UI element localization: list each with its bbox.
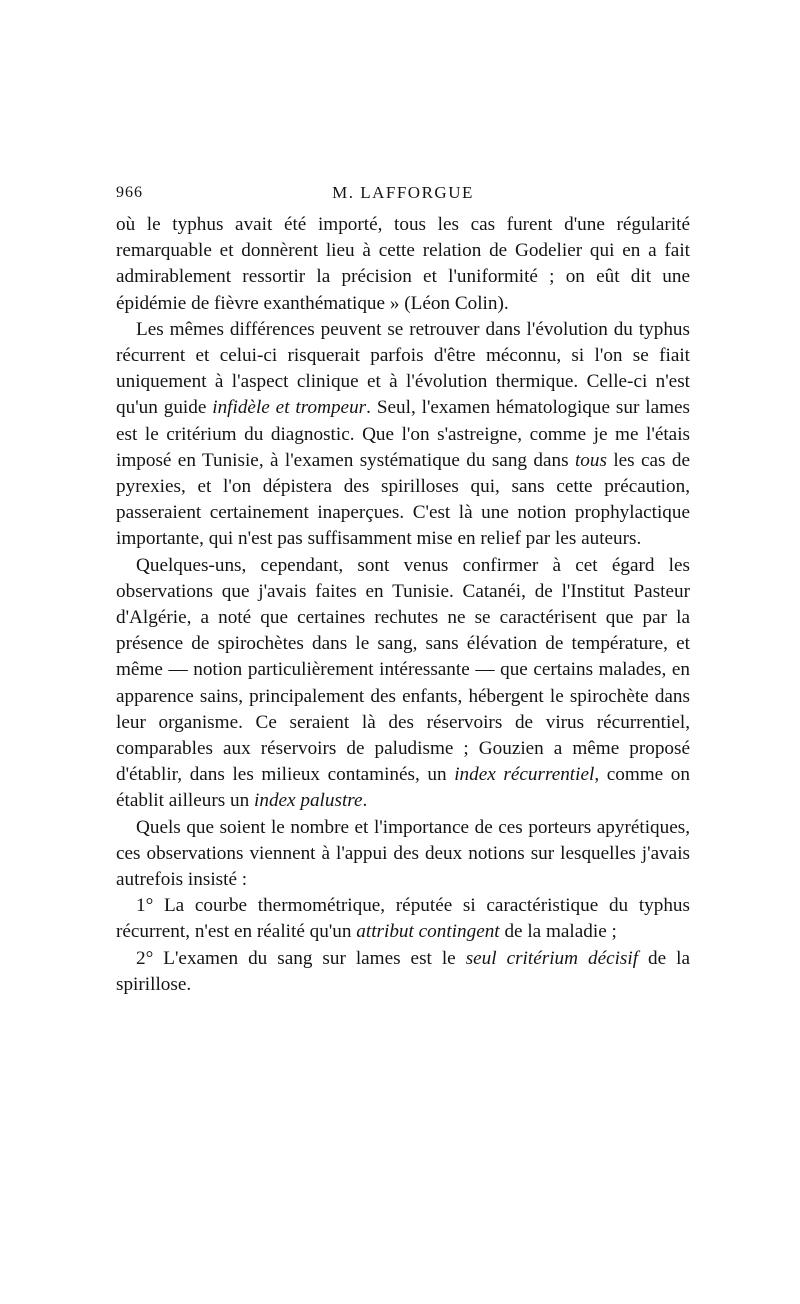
text-run: de la spirillose.: [116, 947, 690, 995]
text-run: de la maladie ;: [499, 921, 617, 943]
italic-phrase: tous: [574, 449, 607, 471]
running-head: [116, 180, 690, 210]
paragraph-point-1: [116, 893, 690, 945]
paragraph-text: Quels que soient le nombre et l'importance de ces porteurs apyrétiques, ces observations viennent à l'appui des deux notions sur lesquelles j'avais autrefois insisté :: [116, 816, 690, 891]
italic-phrase: index récurrentiel: [454, 764, 595, 786]
italic-phrase: seul critérium décisif: [465, 947, 639, 969]
text-run: .: [362, 790, 368, 812]
paragraph-continuation: [116, 212, 690, 317]
text-run: les cas de pyrexies, et l'on dépistera des spirilloses qui, sans cette précaution, passeraient certainement inaperçues. C'est là une notion prophylactique importante, qui n'est pas suffisamment mise en relief par les auteurs.: [116, 449, 690, 550]
paragraph-confirmations: [116, 553, 690, 815]
paragraph-point-2: [116, 946, 690, 998]
text-run: Les mêmes différences peuvent se retrouver dans l'évolution du typhus récurrent et celui-ci risquerait parfois d'être méconnu, si l'on se fiait uniquement à l'aspect clinique et à l'évolution thermique. Celle-ci n'est qu'un guide: [116, 318, 690, 419]
italic-phrase: index palustre: [254, 790, 363, 812]
text-run: 2° L'examen du sang sur lames est le: [136, 947, 466, 969]
text-run: , comme on établit ailleurs un: [116, 764, 690, 812]
running-title: M. LAFFORGUE: [332, 183, 474, 202]
page-number: 966: [116, 184, 143, 201]
paragraph-text: où le typhus avait été importé, tous les cas furent d'une régularité remarquable et donnèrent lieu à cette relation de Godelier qui en a fait admirablement ressortir la précision et l'uniformité ; on eût dit une épidémie de fièvre exanthématique » (Léon Colin).: [116, 214, 690, 314]
paragraph-carriers: [116, 815, 690, 894]
italic-phrase: attribut contingent: [356, 921, 500, 943]
book-page: [116, 180, 690, 998]
body-text: [116, 212, 690, 998]
text-run: . Seul, l'examen hématologique sur lames est le critérium du diagnostic. Que l'on s'astreigne, comme je me l'étais imposé en Tunisie, à l'examen systématique du sang dans: [116, 397, 690, 471]
text-run: 1° La courbe thermométrique, réputée si caractéristique du typhus récurrent, n'est en réalité qu'un: [116, 895, 690, 943]
italic-phrase: infidèle et trompeur: [212, 397, 367, 419]
paragraph-differences: [116, 317, 690, 553]
text-run: Quelques-uns, cependant, sont venus confirmer à cet égard les observations que j'avais faites en Tunisie. Catanéi, de l'Institut Pasteur d'Algérie, a noté que certaines rechutes ne se caractérisent que par la présence de spirochètes dans le sang, sans élévation de température, et même — notion particulièrement intéressante — que certains malades, en apparence sains, principalement des enfants, hébergent le spirochète dans leur organisme. Ce seraient là des réservoirs de virus récurrentiel, comparables aux réservoirs de paludisme ; Gouzien a même proposé d'établir, dans les milieux contaminés, un: [116, 554, 690, 786]
